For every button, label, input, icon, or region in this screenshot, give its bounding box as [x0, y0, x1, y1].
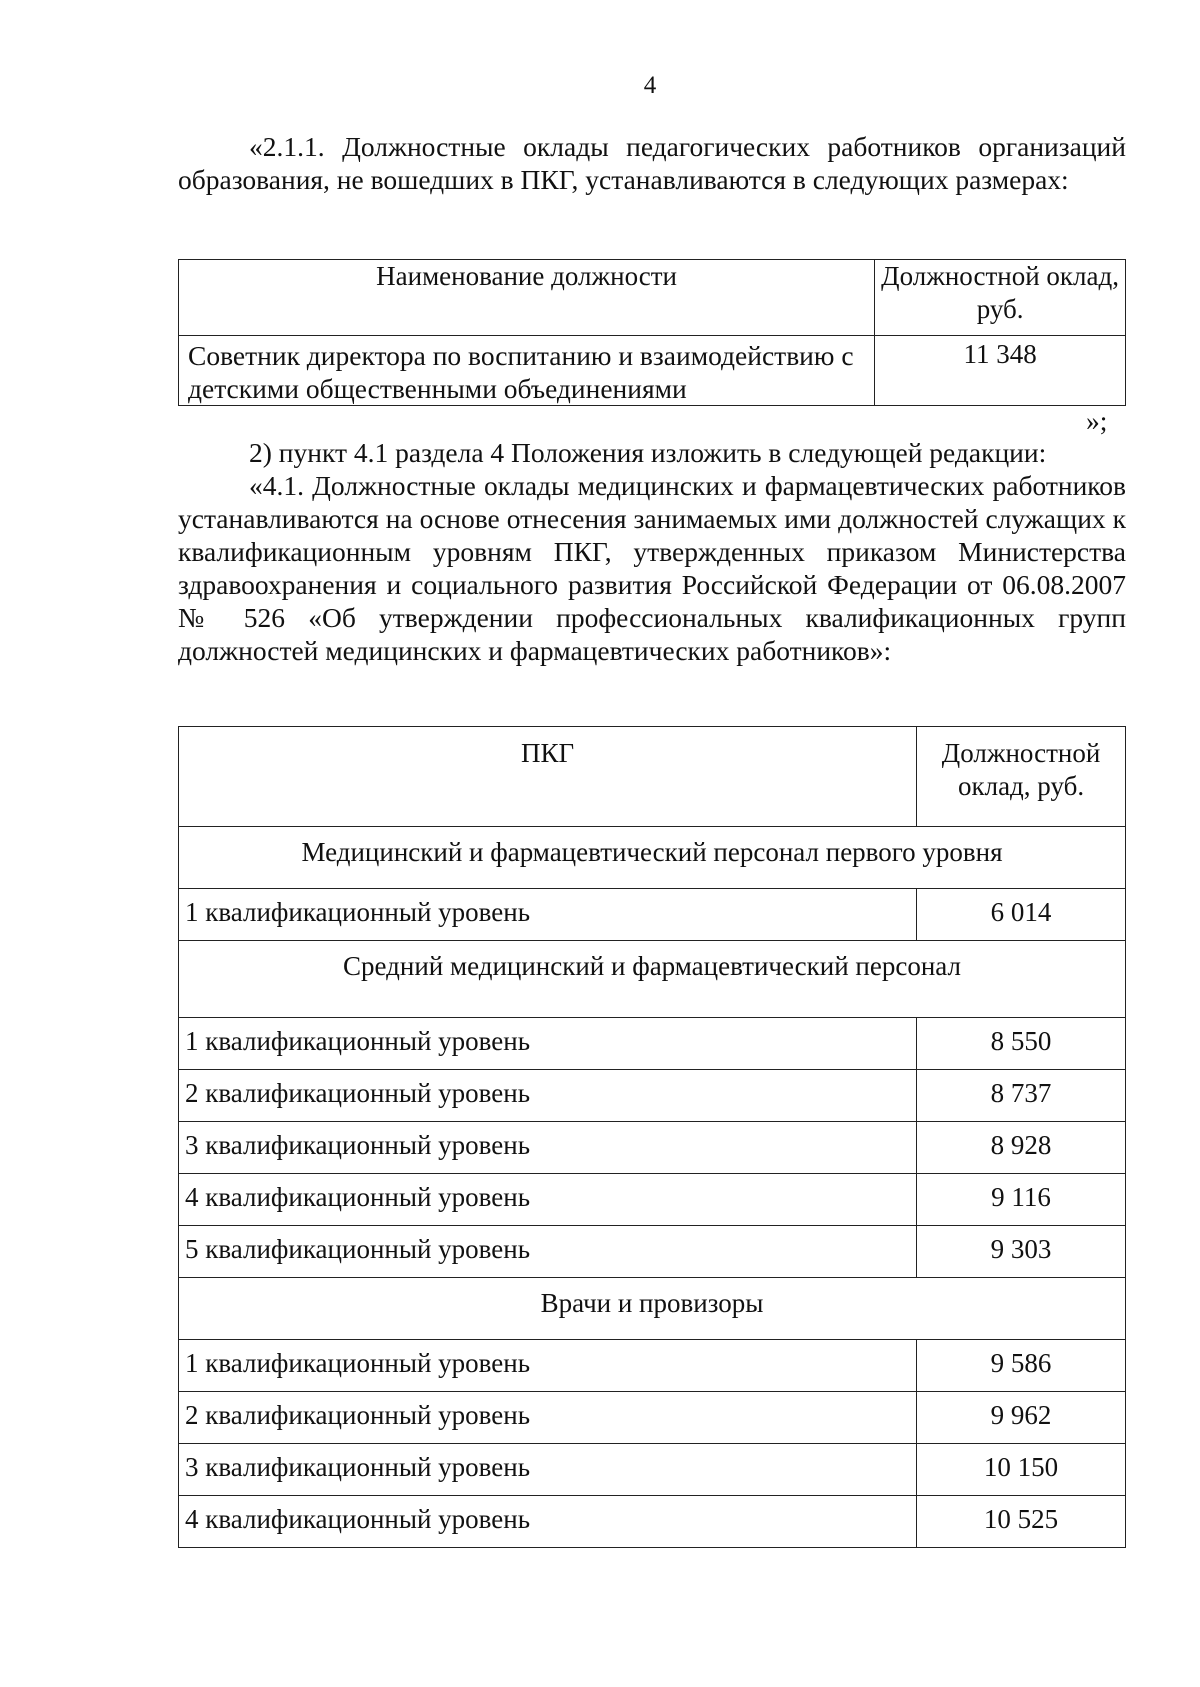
medical-salary-table [178, 726, 1126, 1548]
position-salary: 11 348 [875, 336, 1126, 406]
point-2-text: 2) пункт 4.1 раздела 4 Положения изложить в следующей редакции: [249, 437, 1047, 468]
intro-paragraph-text: «2.1.1. Должностные оклады педагогических работников организаций образования, не вошедших в ПКГ, устанавливаются в следующих размерах: [178, 131, 1126, 195]
table-row [179, 1122, 1126, 1174]
header-salary: Должностной оклад, руб. [917, 727, 1126, 827]
level-name: 1 квалификационный уровень [179, 1340, 917, 1392]
table-row [179, 1226, 1126, 1278]
level-name: 3 квалификационный уровень [179, 1122, 917, 1174]
position-name: Советник директора по воспитанию и взаимодействию с детскими общественными объединениями [179, 336, 875, 406]
table-header-row [179, 727, 1126, 827]
table-row [179, 1496, 1126, 1548]
level-salary: 8 928 [917, 1122, 1126, 1174]
level-salary: 10 525 [917, 1496, 1126, 1548]
level-salary: 6 014 [917, 889, 1126, 941]
section-row [179, 1278, 1126, 1340]
level-name: 3 квалификационный уровень [179, 1444, 917, 1496]
level-name: 2 квалификационный уровень [179, 1392, 917, 1444]
closing-quote: »; [1086, 405, 1108, 436]
section-title: Средний медицинский и фармацевтический персонал [179, 941, 1126, 1018]
level-name: 4 квалификационный уровень [179, 1496, 917, 1548]
level-salary: 8 737 [917, 1070, 1126, 1122]
table-row [179, 1392, 1126, 1444]
level-name: 2 квалификационный уровень [179, 1070, 917, 1122]
level-name: 5 квалификационный уровень [179, 1226, 917, 1278]
level-salary: 9 303 [917, 1226, 1126, 1278]
page-number: 4 [643, 72, 657, 99]
level-salary: 9 962 [917, 1392, 1126, 1444]
section-row [179, 941, 1126, 1018]
table-row [179, 1340, 1126, 1392]
section-row [179, 827, 1126, 889]
header-salary: Должностной оклад, руб. [875, 260, 1126, 336]
table-row [179, 889, 1126, 941]
table-row [179, 1018, 1126, 1070]
point-2-paragraph [178, 436, 1126, 469]
teacher-salary-table [178, 259, 1126, 406]
level-salary: 9 116 [917, 1174, 1126, 1226]
level-name: 4 квалификационный уровень [179, 1174, 917, 1226]
header-position-name: Наименование должности [179, 260, 875, 336]
paragraph-4-1 [178, 469, 1126, 667]
intro-paragraph [178, 130, 1126, 196]
header-pkg: ПКГ [179, 727, 917, 827]
table-header-row [179, 260, 1126, 336]
table-row [179, 1444, 1126, 1496]
level-name: 1 квалификационный уровень [179, 1018, 917, 1070]
section-title: Врачи и провизоры [179, 1278, 1126, 1340]
table-row [179, 1070, 1126, 1122]
table-row [179, 1174, 1126, 1226]
table-row [179, 336, 1126, 406]
paragraph-4-1-text: «4.1. Должностные оклады медицинских и фармацевтических работников устанавливаются на основе отнесения занимаемых ими должностей служащих к квалификационным уровням ПКГ, утвержденных приказом Министерства здравоохранения и социального развития Российской Федерации от 06.08.2007 № 526 «Об утверждении профессиональных квалификационных групп должностей медицинских и фармацевтических работников»: [178, 470, 1126, 666]
level-salary: 8 550 [917, 1018, 1126, 1070]
level-name: 1 квалификационный уровень [179, 889, 917, 941]
level-salary: 9 586 [917, 1340, 1126, 1392]
section-title: Медицинский и фармацевтический персонал первого уровня [179, 827, 1126, 889]
level-salary: 10 150 [917, 1444, 1126, 1496]
